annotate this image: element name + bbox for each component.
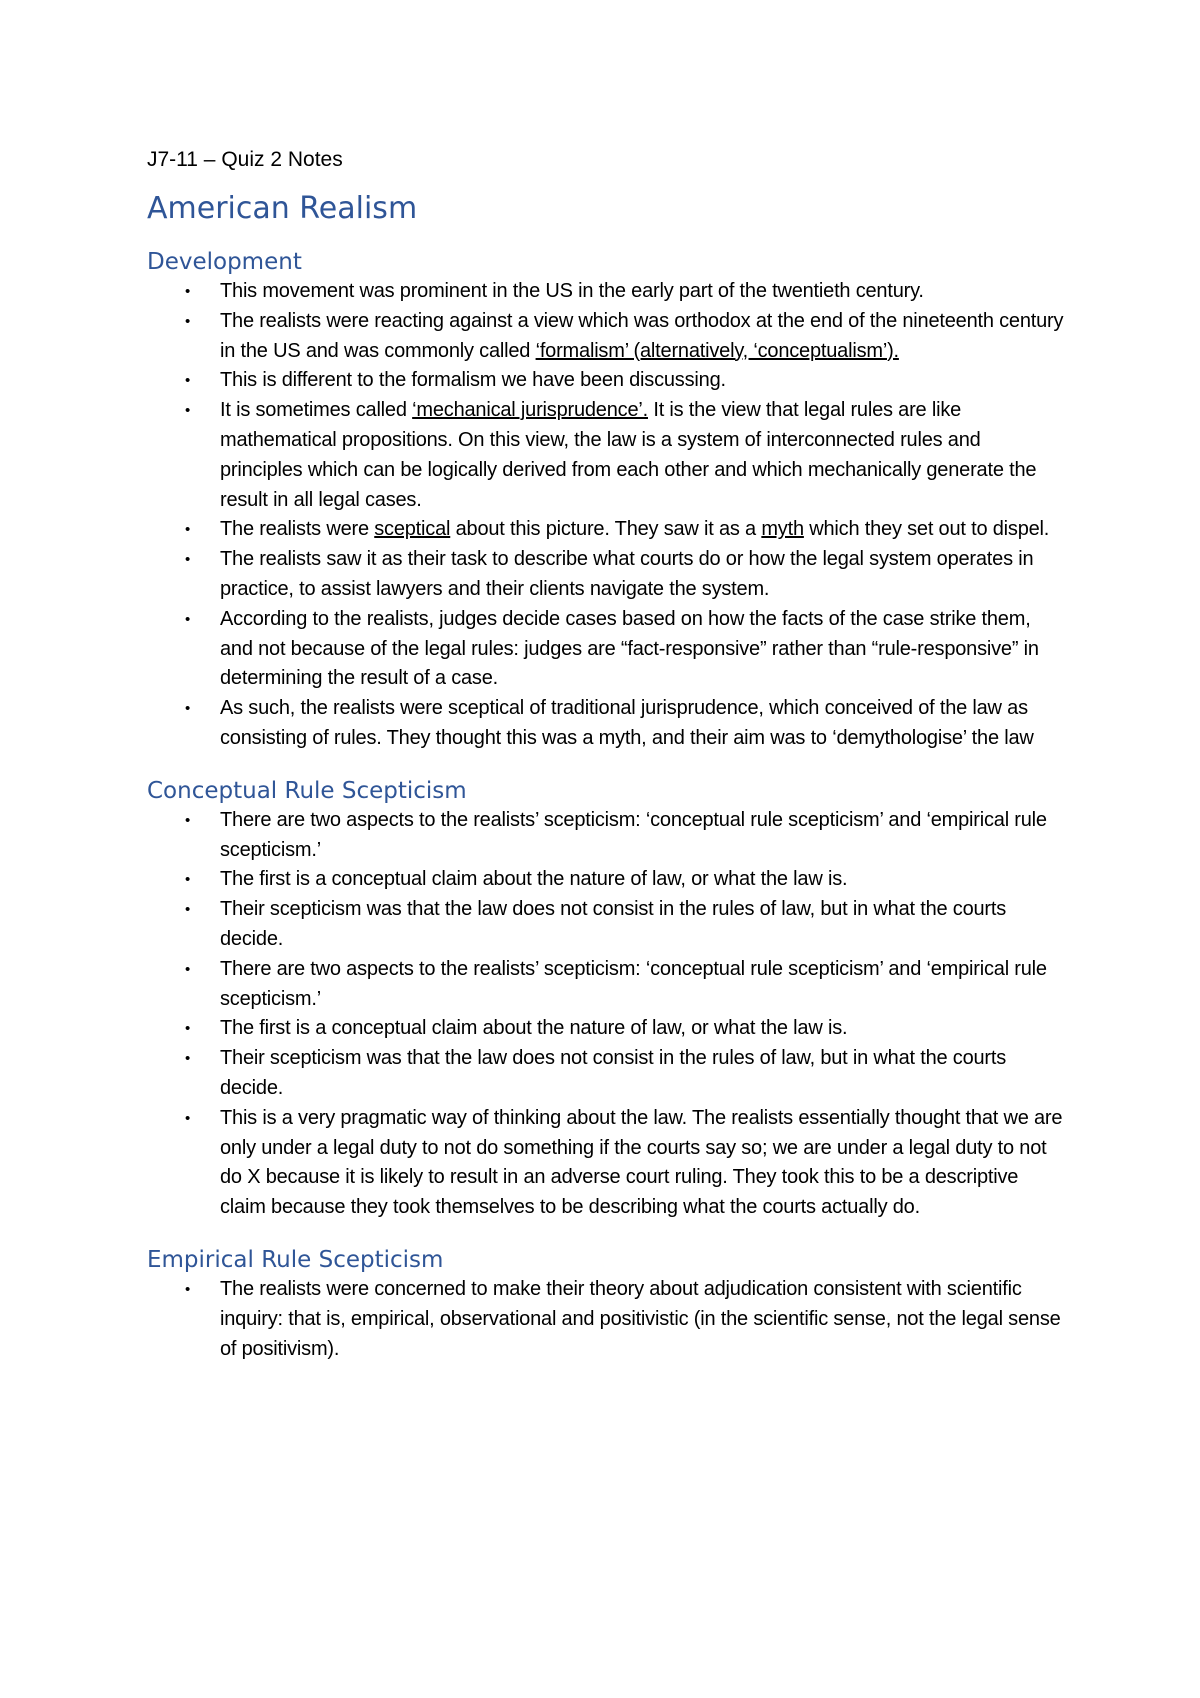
list-item-text: This is different to the formalism we have been discussing. bbox=[220, 369, 726, 392]
list-item-text: The first is a conceptual claim about the nature of law, or what the law is. bbox=[220, 1017, 848, 1040]
bullet-list-empirical bbox=[147, 1275, 1067, 1364]
bullet-icon: • bbox=[185, 1050, 191, 1068]
list-item bbox=[147, 1014, 1067, 1044]
list-item-text: According to the realists, judges decide cases based on how the facts of the case strike them, and not because of the legal rules: judges are “fact-responsive” rather than “rule-responsive” in determining the result of a case. bbox=[220, 607, 1039, 690]
bullet-icon: • bbox=[185, 700, 191, 718]
list-item bbox=[147, 515, 1067, 545]
list-item bbox=[147, 545, 1067, 605]
list-item bbox=[147, 1104, 1067, 1223]
bullet-icon: • bbox=[185, 312, 191, 330]
bullet-icon: • bbox=[185, 283, 191, 300]
list-item bbox=[147, 955, 1067, 1015]
list-item-text: This movement was prominent in the US in the early part of the twentieth century. bbox=[220, 280, 924, 302]
list-item-text: The first is a conceptual claim about the nature of law, or what the law is. bbox=[220, 868, 848, 891]
bullet-icon: • bbox=[185, 1280, 191, 1298]
document-subtitle: J7-11 – Quiz 2 Notes bbox=[147, 148, 343, 171]
bullet-icon: • bbox=[185, 871, 191, 889]
list-item bbox=[147, 307, 1067, 367]
list-item-text: This is a very pragmatic way of thinking about the law. The realists essentially thought that we are only under a legal duty to not do something if the courts say so; we are under a legal duty to not do X because it is likely to result in an adverse court ruling. They took this to be a descriptive claim because they took themselves to be describing what the courts actually do. bbox=[220, 1106, 1063, 1219]
list-item-text: It is the view that legal rules are like mathematical propositions. On this view, the law is a system of interconnected rules and principles which can be logically derived from each other and which mechanically generate the result in all legal cases. bbox=[220, 399, 1037, 511]
section-development bbox=[147, 247, 1067, 754]
list-item bbox=[147, 694, 1067, 754]
list-item-text: It is sometimes called bbox=[220, 399, 413, 422]
list-item-text: Their scepticism was that the law does not consist in the rules of law, but in what the courts decide. bbox=[220, 1047, 1007, 1099]
list-item bbox=[147, 1044, 1067, 1104]
list-item bbox=[147, 366, 1067, 396]
list-item bbox=[147, 895, 1067, 955]
list-item-text: There are two aspects to the realists’ scepticism: ‘conceptual rule scepticism’ and ‘empirical rule scepticism.’ bbox=[220, 957, 1047, 1010]
underlined-term-myth: myth bbox=[761, 518, 804, 541]
bullet-icon: • bbox=[185, 1109, 191, 1127]
bullet-icon: • bbox=[185, 372, 191, 390]
list-item bbox=[147, 806, 1067, 866]
list-item-text: The realists saw it as their task to describe what courts do or how the legal system operates in practice, to assist lawyers and their clients navigate the system. bbox=[220, 548, 1034, 600]
list-item-text: There are two aspects to the realists’ scepticism: ‘conceptual rule scepticism’ and ‘empirical rule scepticism.’ bbox=[220, 808, 1047, 861]
section-heading-development: Development bbox=[147, 249, 302, 275]
underlined-term-mechanical-jurisprudence: ‘mechanical jurisprudence’. bbox=[412, 399, 648, 422]
list-item bbox=[147, 865, 1067, 895]
list-item-text: The realists were reacting against a view which was orthodox at the end of the nineteenth century in the US and was commonly called bbox=[220, 309, 1064, 362]
section-heading-conceptual: Conceptual Rule Scepticism bbox=[147, 777, 467, 804]
underlined-term-formalism: ‘formalism’ (alternatively, ‘conceptualism’). bbox=[535, 339, 899, 362]
list-item bbox=[147, 605, 1067, 694]
bullet-icon: • bbox=[185, 402, 191, 420]
underlined-term-sceptical: sceptical bbox=[374, 518, 451, 541]
section-conceptual-rule-scepticism bbox=[147, 776, 1067, 1223]
bullet-icon: • bbox=[185, 551, 191, 569]
bullet-icon: • bbox=[185, 960, 191, 978]
section-empirical-rule-scepticism bbox=[147, 1245, 1067, 1364]
list-item bbox=[147, 396, 1067, 515]
list-item bbox=[147, 1275, 1067, 1364]
list-item-text: Their scepticism was that the law does not consist in the rules of law, but in what the courts decide. bbox=[220, 898, 1007, 950]
list-item-text: which they set out to dispel. bbox=[803, 518, 1050, 541]
bullet-icon: • bbox=[185, 521, 191, 539]
document-body bbox=[147, 145, 1067, 1386]
list-item-text: As such, the realists were sceptical of traditional jurisprudence, which conceived of the law as consisting of rules. They thought this was a myth, and their aim was to ‘demythologise’ the law bbox=[220, 697, 1034, 749]
section-heading-empirical: Empirical Rule Scepticism bbox=[147, 1246, 444, 1273]
list-item-text: about this picture. They saw it as a bbox=[450, 518, 762, 541]
list-item-text: The realists were bbox=[220, 518, 375, 541]
bullet-list-development bbox=[147, 277, 1067, 754]
bullet-list-conceptual bbox=[147, 806, 1067, 1223]
bullet-icon: • bbox=[185, 610, 191, 628]
bullet-icon: • bbox=[185, 901, 191, 919]
list-item bbox=[147, 277, 1067, 307]
document-title: American Realism bbox=[147, 191, 418, 226]
bullet-icon: • bbox=[185, 1020, 191, 1038]
list-item-text: The realists were concerned to make their theory about adjudication consistent with scientific inquiry: that is, empirical, observational and positivistic (in the scientific sense, not the legal sense of positivism). bbox=[220, 1277, 1061, 1360]
bullet-icon: • bbox=[185, 811, 191, 829]
